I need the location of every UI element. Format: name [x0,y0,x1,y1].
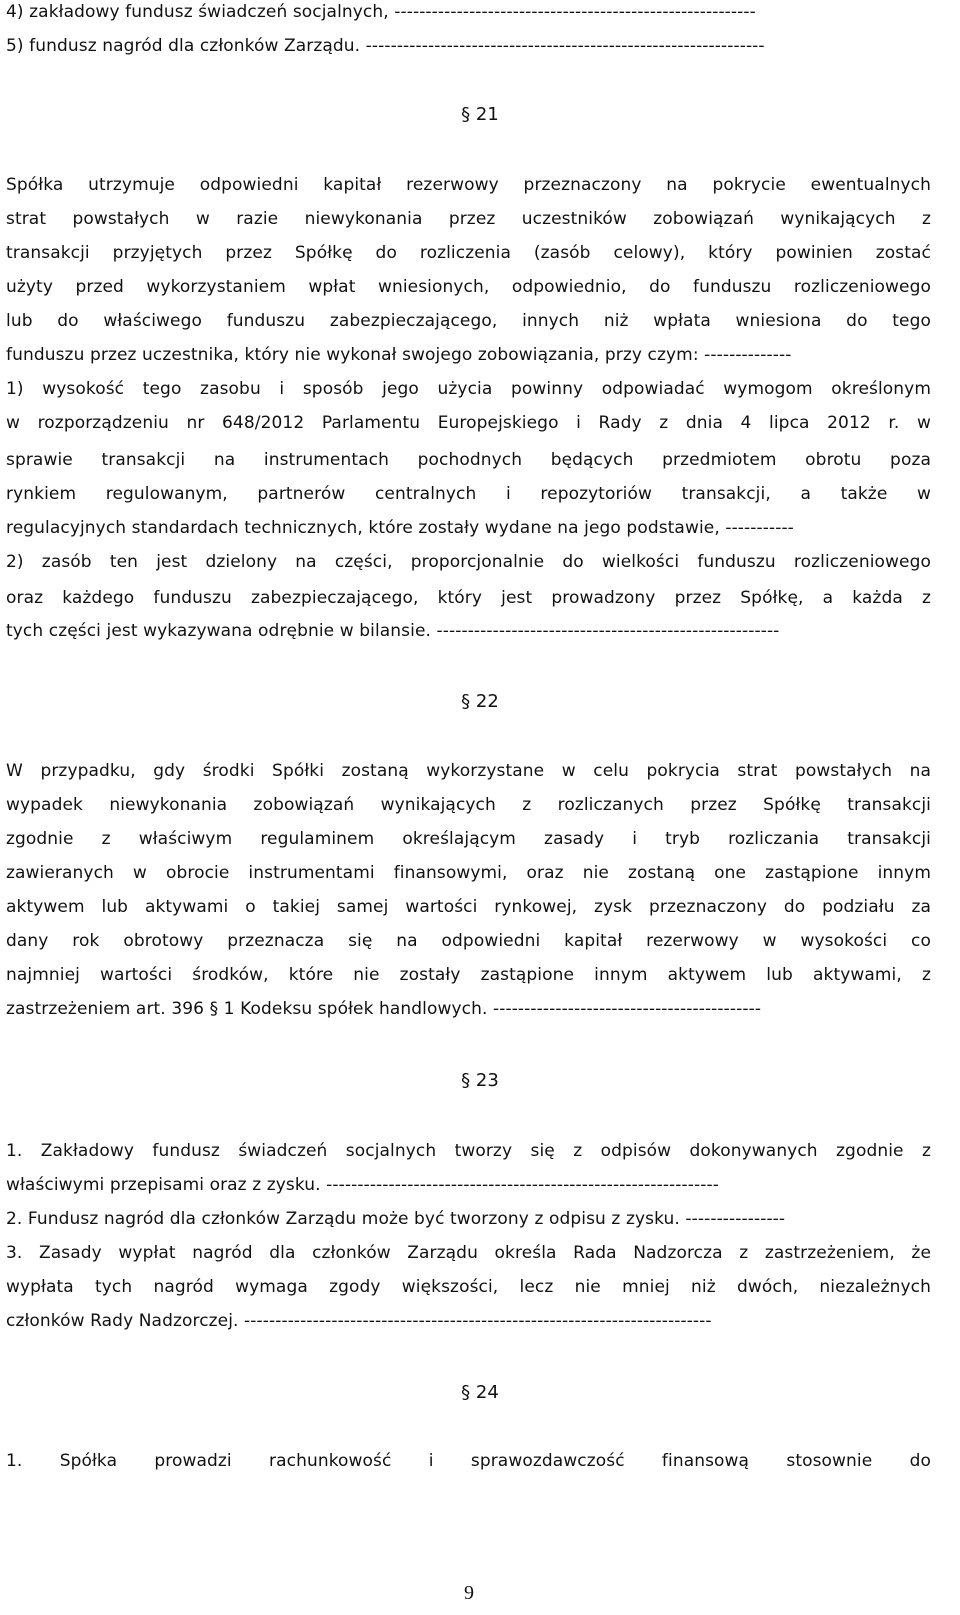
text-line: aktywem lub aktywami o takiej samej wartości rynkowej, zysk przeznaczony do podziału za [6,897,931,917]
text-line: wypłata tych nagród wymaga zgody większości, lecz nie mniej niż dwóch, niezależnych [6,1277,931,1297]
section-heading-22: § 22 [461,691,499,712]
text-line: najmniej wartości środków, które nie zostały zastąpione innym aktywem lub aktywami, z [6,965,931,985]
text-line: 4) zakładowy fundusz świadczeń socjalnych, ---------------------------------------------------------- [6,2,756,22]
text-line: właściwymi przepisami oraz z zysku. --------------------------------------------------------------- [6,1175,719,1195]
text-line: regulacyjnych standardach technicznych, które zostały wydane na jego podstawie, ----------- [6,518,794,538]
text-line: 2. Fundusz nagród dla członków Zarządu może być tworzony z odpisu z zysku. ---------------- [6,1209,786,1229]
page-number: 9 [464,1582,474,1604]
text-line: 3. Zasady wypłat nagród dla członków Zarządu określa Rada Nadzorcza z zastrzeżeniem, że [6,1243,931,1263]
text-line: W przypadku, gdy środki Spółki zostaną wykorzystane w celu pokrycia strat powstałych na [6,761,931,781]
text-line: członków Rady Nadzorczej. --------------------------------------------------------------------------- [6,1311,712,1331]
text-line: zastrzeżeniem art. 396 § 1 Kodeksu spółek handlowych. ------------------------------------------- [6,999,762,1019]
text-line: wypadek niewykonania zobowiązań wynikających z rozliczanych przez Spółkę transakcji [6,795,931,815]
text-line: 2) zasób ten jest dzielony na części, proporcjonalnie do wielkości funduszu rozliczeniowego [6,552,931,572]
section-heading-24: § 24 [461,1382,499,1403]
text-line: użyty przed wykorzystaniem wpłat wniesionych, odpowiednio, do funduszu rozliczeniowego [6,277,931,297]
section-heading-21: § 21 [461,104,499,125]
text-line: funduszu przez uczestnika, który nie wykonał swojego zobowiązania, przy czym: -------------- [6,345,792,365]
text-line: Spółka utrzymuje odpowiedni kapitał rezerwowy przeznaczony na pokrycie ewentualnych [6,175,931,195]
text-line: transakcji przyjętych przez Spółkę do rozliczenia (zasób celowy), który powinien zostać [6,243,931,263]
text-line: zawieranych w obrocie instrumentami finansowymi, oraz nie zostaną one zastąpione innym [6,863,931,883]
section-heading-23: § 23 [461,1070,499,1091]
text-line: strat powstałych w razie niewykonania przez uczestników zobowiązań wynikających z [6,209,931,229]
text-line: rynkiem regulowanym, partnerów centralnych i repozytoriów transakcji, a także w [6,484,931,504]
text-line: 5) fundusz nagród dla członków Zarządu. ---------------------------------------------------------------- [6,36,765,56]
text-line: 1) wysokość tego zasobu i sposób jego użycia powinny odpowiadać wymogom określonym [6,379,931,399]
text-line: w rozporządzeniu nr 648/2012 Parlamentu Europejskiego i Rady z dnia 4 lipca 2012 r. w [6,413,931,433]
text-line: 1. Spółka prowadzi rachunkowość i sprawozdawczość finansową stosownie do [6,1451,931,1471]
text-line: oraz każdego funduszu zabezpieczającego, który jest prowadzony przez Spółkę, a każda z [6,588,931,608]
text-line: zgodnie z właściwym regulaminem określającym zasady i tryb rozliczania transakcji [6,829,931,849]
text-line: 1. Zakładowy fundusz świadczeń socjalnych tworzy się z odpisów dokonywanych zgodnie z [6,1141,931,1161]
text-line: dany rok obrotowy przeznacza się na odpowiedni kapitał rezerwowy w wysokości co [6,931,931,951]
text-line: tych części jest wykazywana odrębnie w bilansie. ------------------------------------------------------- [6,621,780,641]
text-line: lub do właściwego funduszu zabezpieczającego, innych niż wpłata wniesiona do tego [6,311,931,331]
text-line: sprawie transakcji na instrumentach pochodnych będących przedmiotem obrotu poza [6,450,931,470]
